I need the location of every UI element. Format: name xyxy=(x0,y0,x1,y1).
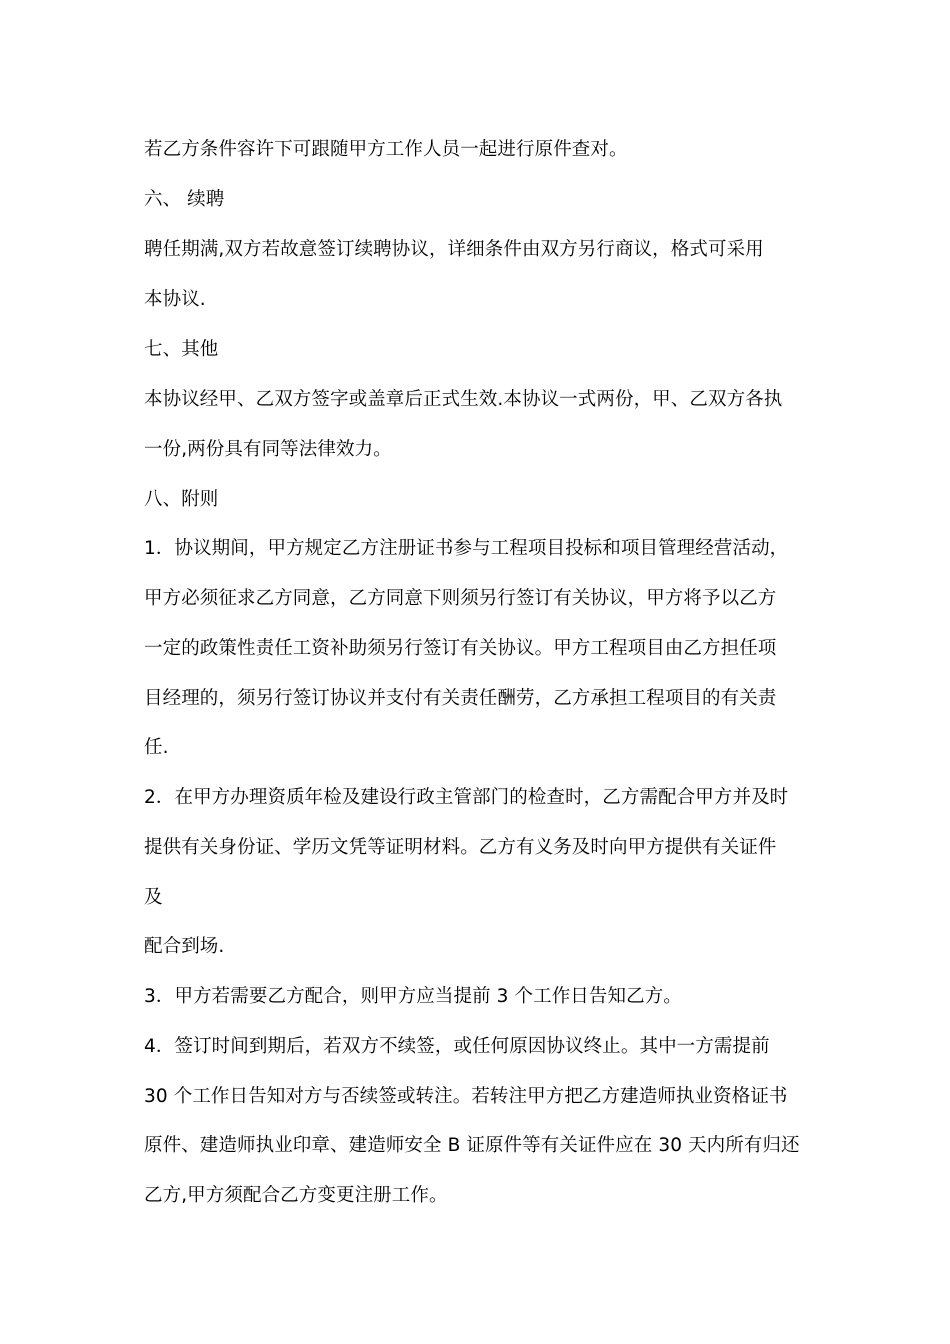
section-heading-renewal: 六、 续聘 xyxy=(144,189,225,210)
text-line-20: 30 个工作日告知对方与否续签或转注。若转注甲方把乙方建造师执业资格证书 xyxy=(144,1086,788,1107)
text-line-1: 若乙方条件容许下可跟随甲方工作人员一起进行原件查对。 xyxy=(144,139,628,160)
text-line-10: 甲方必须征求乙方同意，乙方同意下则须另行签订有关协议，甲方将予以乙方 xyxy=(144,588,777,609)
text-line-11: 一定的政策性责任工资补助须另行签订有关协议。甲方工程项目由乙方担任项 xyxy=(144,638,777,659)
text-line-21: 原件、建造师执业印章、建造师安全 B 证原件等有关证件应在 30 天内所有归还 xyxy=(144,1135,800,1156)
text-line-4: 本协议. xyxy=(144,289,206,310)
text-line-3: 聘任期满,双方若故意签订续聘协议，详细条件由双方另行商议，格式可采用 xyxy=(144,239,764,260)
text-line-6: 本协议经甲、乙双方签字或盖章后正式生效.本协议一式两份，甲、乙双方各执 xyxy=(144,389,783,410)
text-line-22: 乙方,甲方须配合乙方变更注册工作。 xyxy=(144,1185,448,1206)
text-line-14: 2．在甲方办理资质年检及建设行政主管部门的检查时，乙方需配合甲方并及时 xyxy=(144,787,789,808)
section-heading-other: 七、其他 xyxy=(144,339,219,360)
text-line-19: 4．签订时间到期后，若双方不续签，或任何原因协议终止。其中一方需提前 xyxy=(144,1036,770,1057)
text-line-15: 提供有关身份证、学历文凭等证明材料。乙方有义务及时向甲方提供有关证件 xyxy=(144,837,777,858)
text-line-9: 1．协议期间，甲方规定乙方注册证书参与工程项目投标和项目管理经营活动， xyxy=(144,538,789,559)
section-heading-appendix: 八、附则 xyxy=(144,489,219,510)
text-line-12: 目经理的，须另行签订协议并支付有关责任酬劳，乙方承担工程项目的有关责 xyxy=(144,688,777,709)
text-line-7: 一份,两份具有同等法律效力。 xyxy=(144,439,392,460)
text-line-13: 任. xyxy=(144,737,169,758)
text-line-17: 配合到场. xyxy=(144,936,225,957)
text-line-16: 及 xyxy=(144,887,163,908)
text-line-18: 3．甲方若需要乙方配合，则甲方应当提前 3 个工作日告知乙方。 xyxy=(144,986,682,1007)
